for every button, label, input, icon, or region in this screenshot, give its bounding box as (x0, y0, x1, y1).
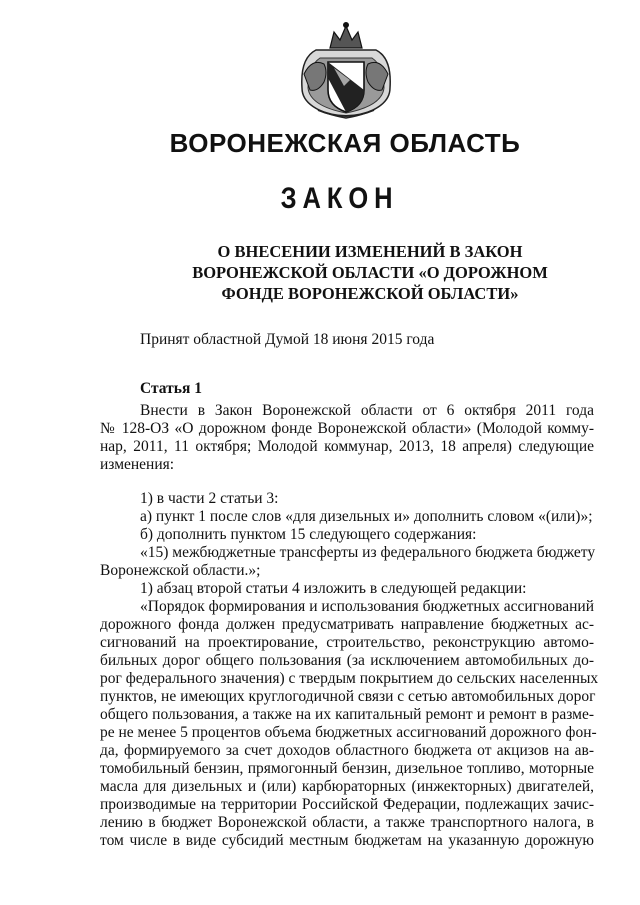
body-line: ре не менее 5 процентов объема бюджетных ассигнований дорожного фон- (100, 724, 597, 741)
body-line: общего пользования, а также на их капитальный ремонт и ремонт в разме- (100, 706, 594, 723)
body-line: масла для дизельных и (или) карбюраторных (инжекторных) двигателей, (100, 778, 594, 795)
law-title (140, 241, 600, 304)
body-line: производимые на территории Российской Федерации, подлежащих зачис- (100, 796, 594, 813)
region-name: ВОРОНЕЖСКАЯ ОБЛАСТЬ (169, 128, 521, 158)
body-line: 1) в части 2 статьи 3: (140, 490, 279, 507)
body-line: рог федерального значения) с твердым покрытием до сельских населенных (100, 670, 599, 687)
coat-of-arms-icon (294, 18, 398, 122)
body-line: том числе в виде субсидий местным бюджетам на указанную дорожную (100, 832, 594, 849)
body-line: нар, 2011, 11 октября; Молодой коммунар, 2013, 18 апреля) следующие (100, 438, 594, 455)
adoption-note: Принят областной Думой 18 июня 2015 года (140, 331, 435, 348)
title-line: ФОНДЕ ВОРОНЕЖСКОЙ ОБЛАСТИ» (221, 284, 519, 303)
body-line: б) дополнить пунктом 15 следующего содержания: (140, 526, 477, 543)
body-line: сигнований на проектирование, строительство, реконструкцию автомо- (100, 634, 594, 651)
body-line: пунктов, не имеющих круглогодичной связи с сетью автомобильных дорог (100, 688, 596, 705)
body-line: лению в бюджет Воронежской области, а также транспортного налога, в (100, 814, 594, 831)
body-line: 1) абзац второй статьи 4 изложить в следующей редакции: (140, 580, 527, 597)
body-line: дорожного фонда должен предусматривать направление бюджетных ас- (100, 616, 594, 633)
body-line: Внести в Закон Воронежской области от 6 октября 2011 года (140, 402, 594, 419)
body-line: № 128-ОЗ «О дорожном фонде Воронежской области» (Молодой комму- (100, 420, 594, 437)
body-line: Воронежской области.»; (100, 562, 261, 579)
document-type: ЗАКОН (280, 182, 399, 215)
body-line: да, формируемого за счет доходов областного бюджета от акцизов на ав- (100, 742, 594, 759)
body-line: томобильный бензин, прямогонный бензин, дизельное топливо, моторные (100, 760, 594, 777)
title-line: ВОРОНЕЖСКОЙ ОБЛАСТИ «О ДОРОЖНОМ (192, 263, 548, 282)
body-line: а) пункт 1 после слов «для дизельных и» дополнить словом «(или)»; (140, 508, 593, 525)
body-line: изменения: (100, 456, 175, 473)
body-line: бильных дорог общего пользования (за исключением автомобильных до- (100, 652, 594, 669)
body-line: «15) межбюджетные трансферты из федерального бюджета бюджету (140, 544, 596, 561)
body-line: «Порядок формирования и использования бюджетных ассигнований (140, 598, 594, 615)
article-heading: Статья 1 (140, 380, 202, 397)
title-line: О ВНЕСЕНИИ ИЗМЕНЕНИЙ В ЗАКОН (217, 242, 523, 261)
